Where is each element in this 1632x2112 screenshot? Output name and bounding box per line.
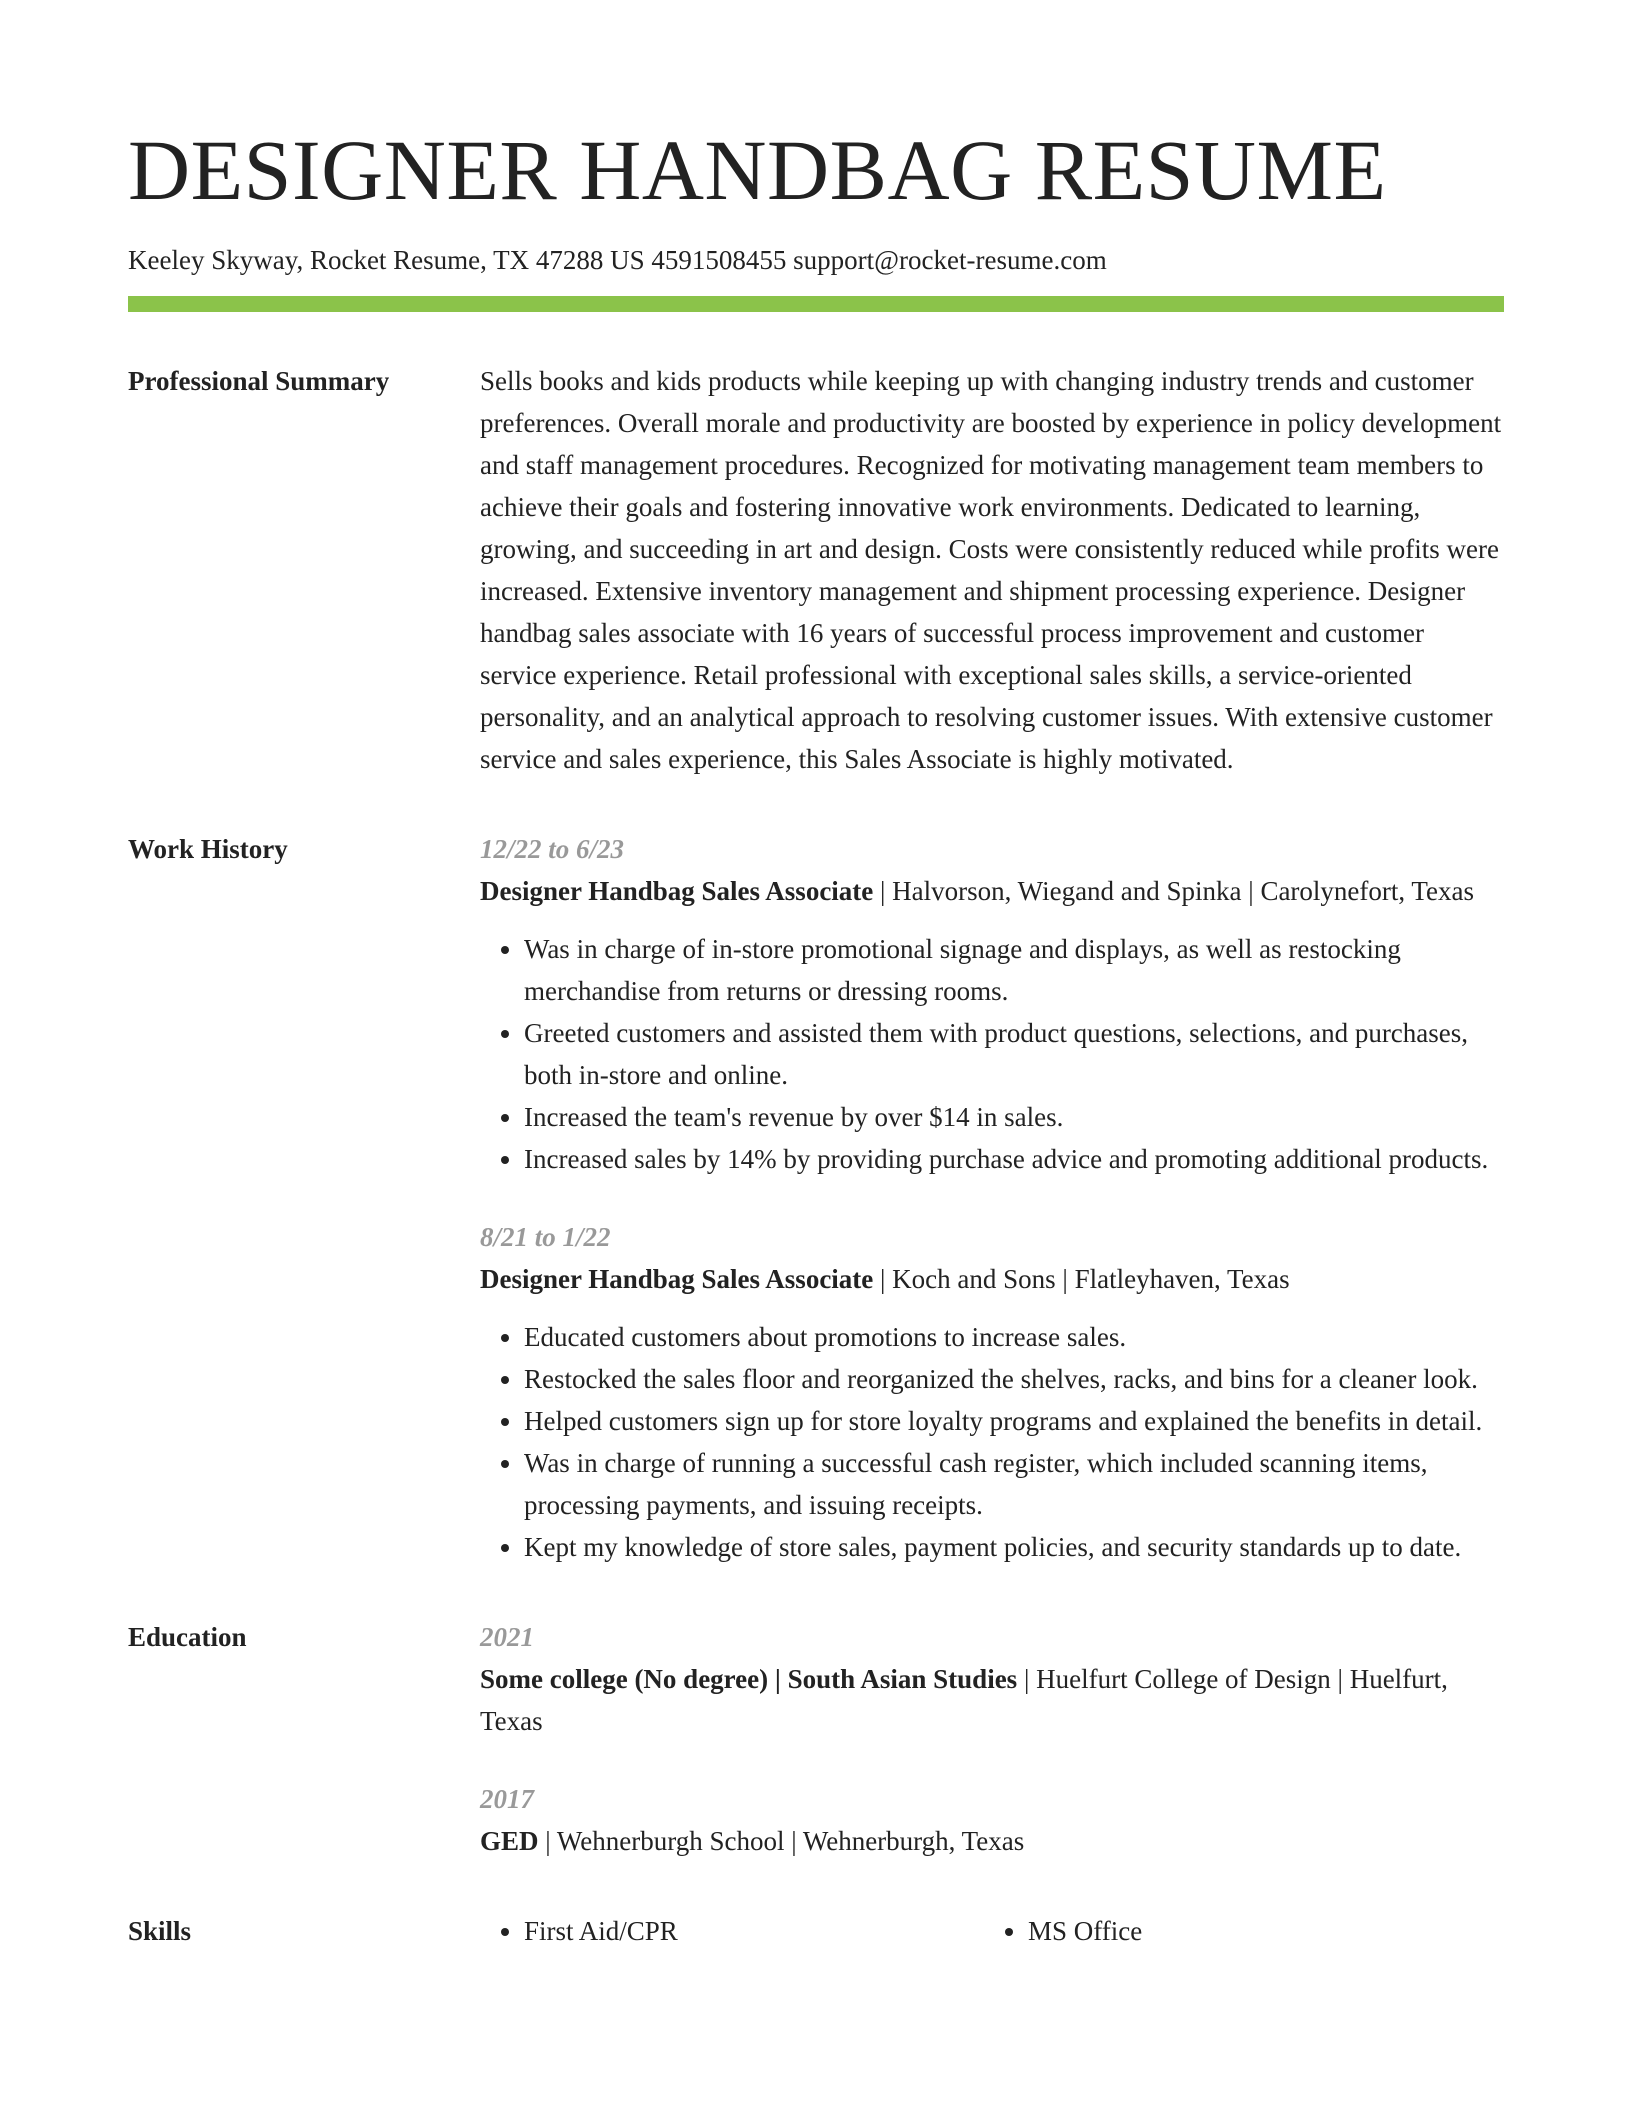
job-bullets (480, 1316, 1504, 1568)
job-bullet: • Increased the team's revenue by over $14 in sales. (524, 1096, 1504, 1138)
job-dates: 12/22 to 6/23 (480, 834, 625, 864)
accent-divider (128, 296, 1504, 312)
job-bullet: • Helped customers sign up for store loyalty programs and explained the benefits in detail. (524, 1400, 1504, 1442)
education-title: Some college (No degree) | South Asian Studies (480, 1664, 1018, 1694)
education-line (480, 1658, 1504, 1742)
skills-grid (480, 1910, 1504, 1952)
skill-item: • MS Office (1028, 1910, 1488, 1952)
job-bullet: • Educated customers about promotions to increase sales. (524, 1316, 1504, 1358)
education-year: 2017 (480, 1784, 534, 1814)
section-label-work-history: Work History (128, 834, 288, 864)
resume-page (128, 0, 1504, 1952)
contact-line: Keeley Skyway, Rocket Resume, TX 47288 US 4591508455 support@rocket-resume.com (128, 245, 1107, 275)
education-year: 2021 (480, 1622, 534, 1652)
job-entry (480, 828, 1504, 1180)
job-role-line (480, 1258, 1504, 1300)
job-details: | Halvorson, Wiegand and Spinka | Carolynefort, Texas (873, 876, 1474, 906)
job-bullet: • Was in charge of in-store promotional signage and displays, as well as restocking merchandise from returns or dressing rooms. (524, 928, 1504, 1012)
summary-text: Sells books and kids products while keeping up with changing industry trends and customer preferences. Overall morale and productivity are boosted by experience in policy development and staff management procedures. Recognized for motivating management team members to achieve their goals and fostering innovative work environments. Dedicated to learning, growing, and succeeding in art and design. Costs were consistently reduced while profits were increased. Extensive inventory management and shipment processing experience. Designer handbag sales associate with 16 years of successful process improvement and customer service experience. Retail professional with exceptional sales skills, a service-oriented personality, and an analytical approach to resolving customer issues. With extensive customer service and sales experience, this Sales Associate is highly motivated. (480, 366, 1502, 774)
education-line (480, 1820, 1504, 1862)
job-title: Designer Handbag Sales Associate (480, 876, 874, 906)
section-label-summary: Professional Summary (128, 366, 390, 396)
job-details: | Koch and Sons | Flatleyhaven, Texas (873, 1264, 1290, 1294)
skill-item: • First Aid/CPR (524, 1910, 984, 1952)
education-title: GED (480, 1826, 539, 1856)
section-label-education: Education (128, 1622, 247, 1652)
education-details: | Wehnerburgh School | Wehnerburgh, Texas (538, 1826, 1025, 1856)
job-dates: 8/21 to 1/22 (480, 1222, 611, 1252)
skills-list-right (984, 1910, 1488, 1952)
skills-section (128, 1910, 1504, 1952)
section-label-skills: Skills (128, 1916, 192, 1946)
education-details: | Huelfurt College of Design | Huelfurt, Texas (480, 1664, 1448, 1736)
skills-list-left (480, 1910, 984, 1952)
job-bullet: • Increased sales by 14% by providing purchase advice and promoting additional products. (524, 1138, 1504, 1180)
skills-body (480, 1910, 1504, 1952)
job-title: Designer Handbag Sales Associate (480, 1264, 874, 1294)
job-bullets (480, 928, 1504, 1180)
job-bullet: • Kept my knowledge of store sales, payment policies, and security standards up to date. (524, 1526, 1504, 1568)
job-bullet: • Was in charge of running a successful cash register, which included scanning items, processing payments, and issuing receipts. (524, 1442, 1504, 1526)
education-section (128, 1616, 1504, 1862)
summary-body (480, 360, 1504, 780)
job-bullet: • Restocked the sales floor and reorganized the shelves, racks, and bins for a cleaner look. (524, 1358, 1504, 1400)
resume-title: DESIGNER HANDBAG RESUME (128, 122, 1387, 218)
job-bullet: • Greeted customers and assisted them with product questions, selections, and purchases, both in-store and online. (524, 1012, 1504, 1096)
job-entry (480, 1216, 1504, 1568)
job-role-line (480, 870, 1504, 912)
summary-section (128, 360, 1504, 780)
work-history-body (480, 828, 1504, 1568)
education-entry (480, 1778, 1504, 1862)
education-entry (480, 1616, 1504, 1742)
education-body (480, 1616, 1504, 1862)
work-history-section (128, 828, 1504, 1568)
